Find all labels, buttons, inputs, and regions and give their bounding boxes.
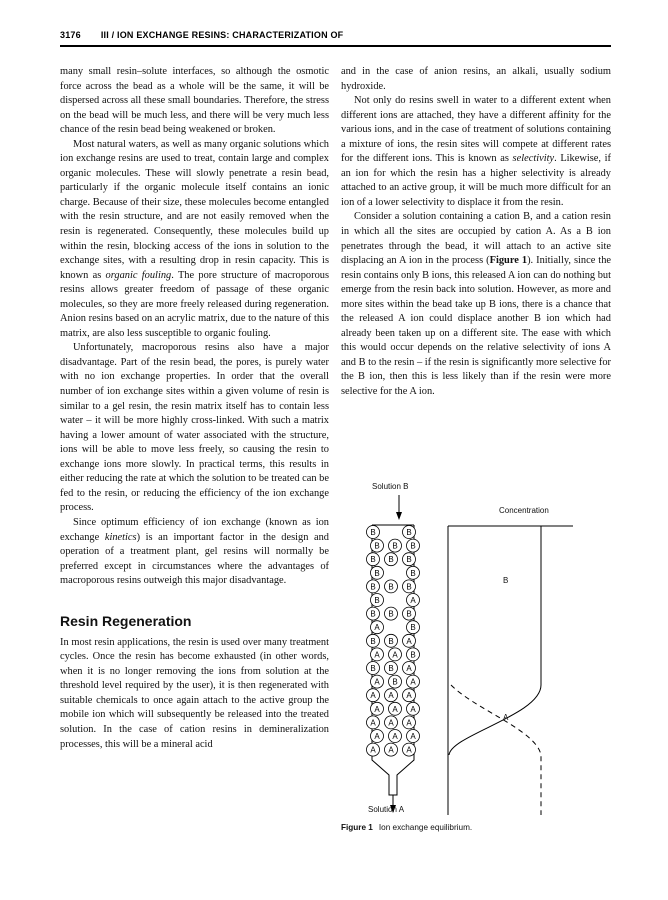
term-kinetics: kinetics <box>104 531 137 543</box>
paragraph: Since optimum efficiency of ion exchange (known as ion exchange kinetics) is an important factor in the design and operation of a treatment plant, gel resins will normally be preferred except in circumstances where the advantages of macroporous resins outweigh this major disadvantage. <box>60 516 330 587</box>
bead-label: A <box>388 718 394 728</box>
bead-label: B <box>370 555 376 565</box>
curve-b <box>449 526 541 755</box>
running-title: III / ION EXCHANGE RESINS: CHARACTERIZATION OF <box>100 30 344 40</box>
bead-label: A <box>374 650 380 660</box>
caption-text: Ion exchange equilibrium. <box>378 823 473 832</box>
bead-label: B <box>374 596 380 605</box>
section-heading: Resin Regeneration <box>60 612 192 629</box>
bead-label: B <box>370 528 376 537</box>
bead-label: B <box>388 582 394 592</box>
bead-label: A <box>406 691 412 701</box>
bead-label: B <box>392 677 398 687</box>
a-curve-label: A <box>503 713 509 722</box>
bead-label: B <box>410 568 416 578</box>
bead-label: A <box>406 664 412 673</box>
solution-b-label: Solution B <box>372 482 409 491</box>
figure-1 <box>341 470 611 850</box>
bead-label: B <box>406 555 412 565</box>
resin-beads <box>367 526 420 757</box>
bead-label: A <box>374 623 380 633</box>
term-organic-fouling: organic fouling <box>105 269 172 281</box>
bead-label: B <box>392 541 398 551</box>
ion-exchange-diagram <box>341 470 611 820</box>
paragraph: In most resin applications, the resin is used over many treatment cycles. Once the resin has become exhausted (in other words, when it is no longer removing the ions from solution at the threshold level required by the user), it is then regenerated with suitable chemicals to once again attach to the active group the mobile ion which will subsequently be released into the treated solution. In the case of cation resins in demineralization processes, this will be a mineral acid <box>60 636 329 750</box>
bead-label: B <box>406 609 412 619</box>
bead-label: B <box>370 582 376 592</box>
bead-label: A <box>374 677 380 687</box>
bead-label: B <box>388 664 394 673</box>
bead-label: A <box>392 704 398 714</box>
bead-label: B <box>406 528 412 537</box>
paragraph: Not only do resins swell in water to a different extent when different ions are attached, they have a different affinity for the various ions, and in the case of treatment of solutions containing a mixture of ions, the resin sites will compete at different rates for the different ions. This is known as selectivity. Likewise, if an ion for which the resin has a higher selectivity is already attached to an active group, it will be much more difficult for an ion of a lower selectivity to displace it from the resin. <box>341 95 611 208</box>
bead-label: B <box>388 555 394 565</box>
bead-label: B <box>388 609 394 619</box>
bead-label: A <box>406 745 412 755</box>
paragraph: Unfortunately, macroporous resins also have a major disadvantage. Part of the resin bead, the pores, is purely water with no ion exchange properties. In order that the overall number of ion exchange sites within a given volume of resin is similar to a gel resin, the resin matrix itself has to contain less water – it will be more highly cross-linked. With such a matrix having a lower amount of water associated with the structure, ions will be able to move less freely, so causing the resin to exchange ions more slowly. In practical terms, this results in either reducing the rate at which the solution to be treated can be fed to the resin, or reducing the efficiency of the ion exchange process. <box>60 342 329 514</box>
paragraph: Most natural waters, as well as many organic solutions which ion exchange resins are used to treat, contain large and complex organic molecules. These will slowly penetrate a resin bead, particularly if the organic molecule itself contains an ionic charge. Because of their size, these molecules become entangled with the resin structure, and are not easily removed when the resin is regenerated. Consequently, these molecules build up within the resin, blocking access of the ions in solution to the exchange sites, with a resulting drop in resin capacity. This is known as organic fouling. The pore structure of macroporous resins allows greater freedom of passage of these organic molecules, so they are more freely released during regeneration. Anion resins based on an acrylic matrix, due to the nature of this matrix, are also less susceptible to organic fouling. <box>60 138 329 339</box>
bead-label: A <box>406 718 412 728</box>
running-header <box>60 30 610 40</box>
figure-reference: Figure 1 <box>489 255 528 267</box>
bead-label: A <box>370 745 376 755</box>
paragraph: Consider a solution containing a cation B, and a cation resin in which all the sites are occupied by cation A. As a B ion penetrates through the bead, it will attach to an active site displacing an A ion in the process (Figure 1). Initially, since the resin contains only B ions, this released A ion can do nothing but emerge from the resin back into solution. However, as more and more sites within the bead take up B ions, there is a chance that the released A ion could displace another B ion which had already been taken up on a different site. The ease with which this would occur depends on the relative selectivity of ions A and B to the resin – if the resin is significantly more selective for the B ion, then this is less likely than if the resin were more selective for the A ion. <box>341 211 612 398</box>
bead-label: A <box>370 691 376 701</box>
bead-label: A <box>410 677 416 687</box>
bead-label: A <box>388 691 394 701</box>
figure-caption <box>341 823 472 832</box>
right-column <box>341 65 611 400</box>
bead-label: A <box>392 732 398 741</box>
bead-label: A <box>410 596 416 605</box>
bead-label: B <box>370 609 376 619</box>
term-selectivity: selectivity <box>512 153 555 165</box>
bead-label: A <box>410 732 416 741</box>
caption-number: Figure 1 <box>341 823 373 832</box>
bead-label: A <box>406 636 412 646</box>
bead-label: B <box>406 582 412 592</box>
bead-label: B <box>374 568 380 578</box>
bead-label: B <box>410 623 416 633</box>
left-column <box>60 65 329 752</box>
bead-label: A <box>374 732 380 741</box>
bead-label: A <box>388 745 394 755</box>
bead-label: B <box>370 664 376 673</box>
b-curve-label: B <box>503 576 509 585</box>
bead-label: B <box>370 636 376 646</box>
bead-label: B <box>410 541 416 551</box>
bead-label: B <box>374 541 380 551</box>
header-rule <box>60 45 611 47</box>
page-number: 3176 <box>60 30 81 40</box>
bead-label: A <box>374 704 380 714</box>
bead-label: A <box>392 650 398 660</box>
bead-label: B <box>388 636 394 646</box>
paragraph: and in the case of anion resins, an alkali, usually sodium hydroxide. <box>341 66 611 92</box>
bead-label: A <box>410 704 416 714</box>
concentration-label: Concentration <box>499 506 549 515</box>
bead-label: A <box>370 718 376 728</box>
solution-a-label: Solution A <box>368 805 405 814</box>
inlet-arrowhead <box>396 512 402 520</box>
bead-label: B <box>410 650 416 660</box>
paragraph: many small resin–solute interfaces, so although the osmotic force across the bead as a whole will be the same, it will be dispersed across all these small boundaries. Therefore, the stress on the bead will be much less, and there will be very much less chance of the resin bead being weakened or broken. <box>60 66 329 136</box>
curve-a <box>451 685 541 815</box>
